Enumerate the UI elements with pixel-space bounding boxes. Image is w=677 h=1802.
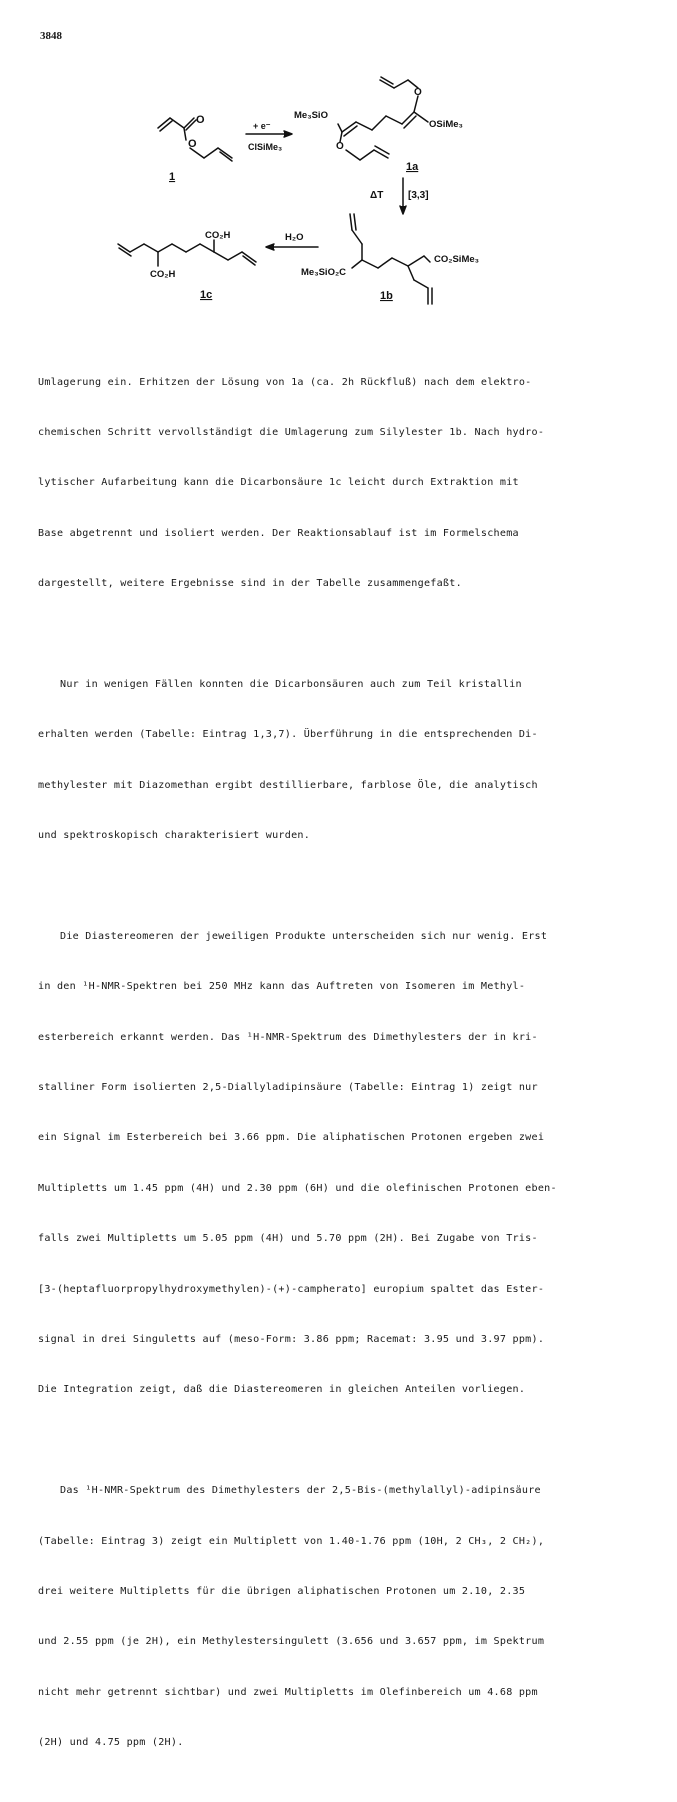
paragraph-2 <box>38 643 643 878</box>
text-line: esterbereich erkannt werden. Das ¹H-NMR-Spektrum des Dimethylesters der in kri- <box>38 1031 538 1043</box>
reagent-chlorotrimethylsilane: ClSiMe₃ <box>248 142 283 152</box>
text-line: signal in drei Singuletts auf (meso-Form: 3.86 ppm; Racemat: 3.95 und 3.97 ppm). <box>38 1334 545 1346</box>
text-line: Multipletts um 1.45 ppm (4H) und 2.30 ppm (6H) und die olefinischen Protonen eben- <box>38 1182 557 1194</box>
compound-1a-o-label: O <box>414 87 422 98</box>
compound-1a-osime3-label: OSiMe₃ <box>429 119 463 130</box>
hydrolysis-reagent-label: H₂O <box>285 232 304 243</box>
text-line: und spektroskopisch charakterisiert wurden. <box>38 830 311 842</box>
compound-1c-label: 1c <box>200 289 213 301</box>
compound-1c-structure <box>118 240 256 266</box>
compound-1b-label: 1b <box>380 290 393 302</box>
text-line: Die Diastereomeren der jeweiligen Produkte unterscheiden sich nur wenig. Erst <box>60 930 548 942</box>
text-line: Umlagerung ein. Erhitzen der Lösung von 1a (ca. 2h Rückfluß) nach dem elektro- <box>38 376 532 388</box>
text-line: methylester mit Diazomethan ergibt destillierbare, farblose Öle, die analytisch <box>38 779 538 791</box>
compound-1b-me3sio2c-label: Me₃SiO₂C <box>301 267 347 278</box>
compound-1-label: 1 <box>169 171 176 183</box>
text-line: dargestellt, weitere Ergebnisse sind in der Tabelle zusammengefaßt. <box>38 578 462 590</box>
page-number: 3848 <box>40 30 62 42</box>
paragraph-1 <box>38 341 643 627</box>
text-line: Nur in wenigen Fällen konnten die Dicarbonsäuren auch zum Teil kristallin <box>60 678 522 690</box>
text-line: erhalten werden (Tabelle: Eintrag 1,3,7). Überführung in die entsprechenden Di- <box>38 729 538 741</box>
reaction-scheme-drawing <box>0 0 677 330</box>
text-line: nicht mehr getrennt sichtbar) und zwei Multipletts im Olefinbereich um 4.68 ppm <box>38 1686 538 1698</box>
compound-1c-co2h-top-label: CO₂H <box>205 230 231 241</box>
text-line: stalliner Form isolierten 2,5-Diallyladipinsäure (Tabelle: Eintrag 1) zeigt nur <box>38 1082 538 1094</box>
compound-1a-me3sio-label: Me₃SiO <box>294 110 328 121</box>
rearrangement-heat-label: ΔT <box>370 190 384 201</box>
compound-1-o-label: O <box>188 138 197 150</box>
compound-1a-label: 1a <box>406 161 419 173</box>
text-line: und 2.55 ppm (je 2H), ein Methylestersingulett (3.656 und 3.657 ppm, im Spektrum <box>38 1636 545 1648</box>
paragraph-4 <box>38 1450 643 1786</box>
text-line: (Tabelle: Eintrag 3) zeigt ein Multiplett von 1.40-1.76 ppm (10H, 2 CH₃, 2 CH₂), <box>38 1535 545 1547</box>
compound-1a-ether-o-label: O <box>336 141 344 152</box>
text-line: ein Signal im Esterbereich bei 3.66 ppm. Die aliphatischen Protonen ergeben zwei <box>38 1132 545 1144</box>
text-line: Die Integration zeigt, daß die Diastereomeren in gleichen Anteilen vorliegen. <box>38 1384 526 1396</box>
text-line: Das ¹H-NMR-Spektrum des Dimethylesters der 2,5-Bis-(methylallyl)-adipinsäure <box>60 1485 541 1497</box>
text-line: lytischer Aufarbeitung kann die Dicarbonsäure 1c leicht durch Extraktion mit <box>38 477 519 489</box>
compound-1-carbonyl-o-label: O <box>196 114 205 126</box>
text-line: drei weitere Multipletts für die übrigen aliphatischen Protonen um 2.10, 2.35 <box>38 1585 526 1597</box>
compound-1b-co2sime3-label: CO₂SiMe₃ <box>434 254 480 265</box>
body-text <box>38 341 643 1802</box>
reaction-scheme <box>0 0 677 330</box>
text-line: in den ¹H-NMR-Spektren bei 250 MHz kann das Auftreten von Isomeren im Methyl- <box>38 981 526 993</box>
text-line: falls zwei Multipletts um 5.05 ppm (4H) und 5.70 ppm (2H). Bei Zugabe von Tris- <box>38 1233 538 1245</box>
compound-1c-co2h-bottom-label: CO₂H <box>150 269 176 280</box>
rearrangement-type-label: [3,3] <box>408 190 429 201</box>
paragraph-3 <box>38 895 643 1433</box>
text-line: Base abgetrennt und isoliert werden. Der Reaktionsablauf ist im Formelschema <box>38 527 519 539</box>
text-line: (2H) und 4.75 ppm (2H). <box>38 1737 184 1749</box>
text-line: chemischen Schritt vervollständigt die Umlagerung zum Silylester 1b. Nach hydro- <box>38 426 545 438</box>
text-line: [3-(heptafluorpropylhydroxymethylen)-(+)-campherato] europium spaltet das Ester- <box>38 1283 545 1295</box>
reagent-electron: + e⁻ <box>253 121 271 131</box>
